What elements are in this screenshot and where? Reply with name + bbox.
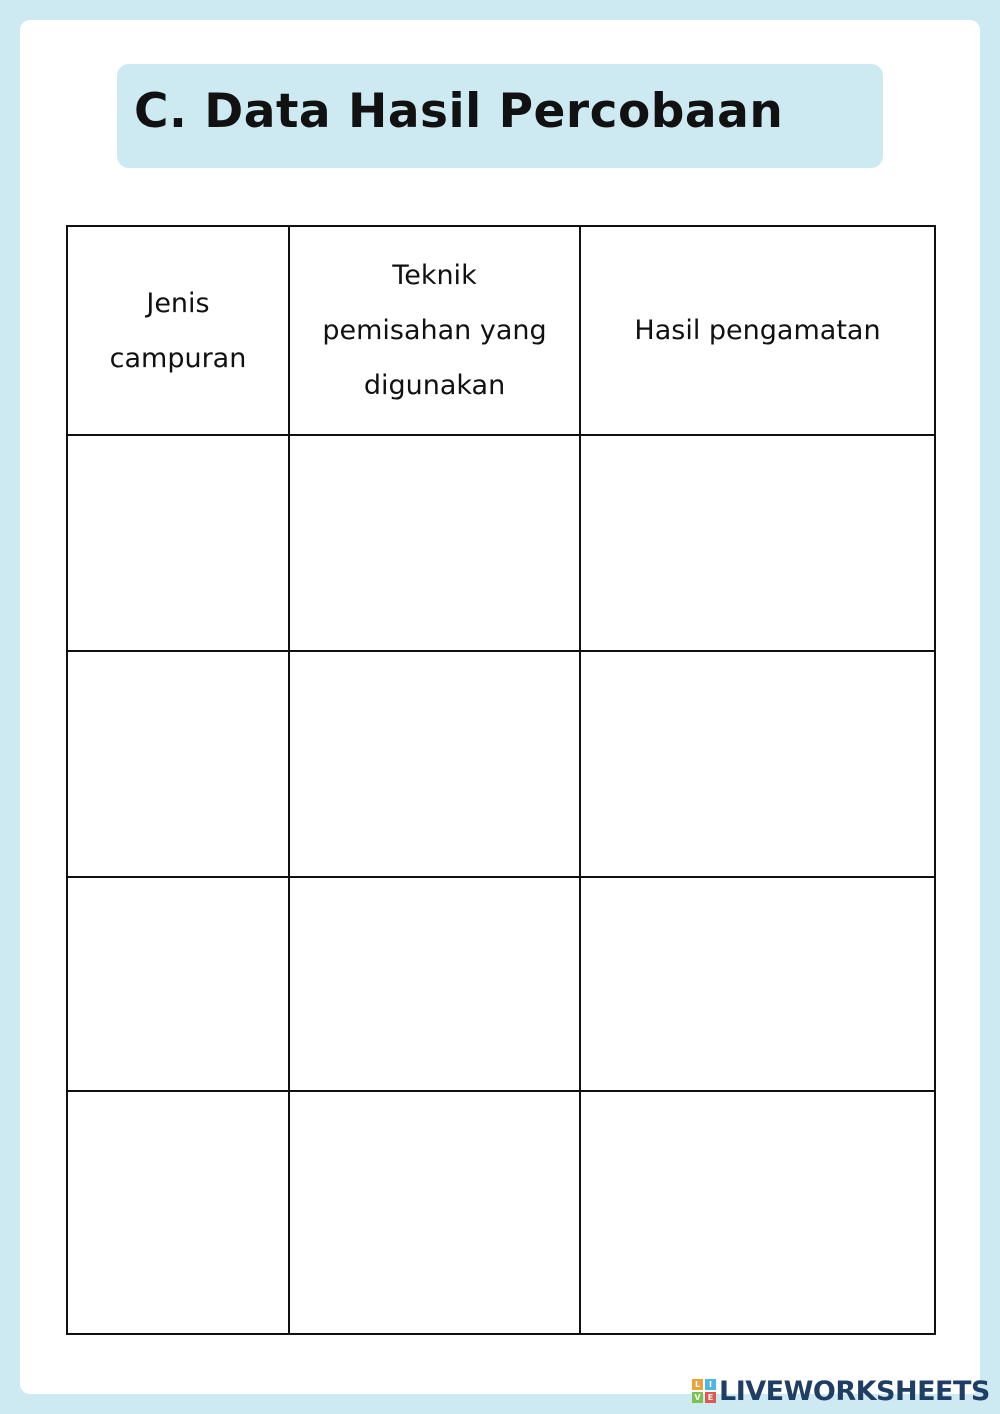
logo-letter: E — [705, 1392, 716, 1403]
page-title: C. Data Hasil Percobaan — [134, 84, 784, 139]
table-cell[interactable] — [580, 1091, 935, 1334]
logo-letter: V — [692, 1392, 703, 1403]
header-jenis-campuran — [67, 226, 289, 435]
table-cell[interactable] — [67, 435, 289, 651]
table-row — [67, 1091, 935, 1334]
table-cell[interactable] — [580, 651, 935, 877]
header-line: Hasil pengamatan — [634, 315, 881, 346]
header-line: campuran — [109, 342, 247, 374]
table-cell[interactable] — [289, 1091, 580, 1334]
header-teknik-pemisahan — [289, 226, 580, 435]
liveworksheets-brand — [692, 1374, 990, 1408]
logo-letter: L — [692, 1379, 703, 1390]
table-header-row — [67, 226, 935, 435]
brand-name: LIVEWORKSHEETS — [719, 1375, 990, 1407]
table-cell[interactable] — [289, 877, 580, 1091]
header-line: pemisahan yang — [322, 315, 547, 346]
header-hasil-pengamatan — [580, 226, 935, 435]
liveworksheets-logo-icon — [692, 1379, 716, 1403]
header-line: Teknik — [392, 260, 477, 291]
table-cell[interactable] — [580, 435, 935, 651]
table-cell[interactable] — [289, 651, 580, 877]
header-line: digunakan — [363, 370, 506, 401]
table-cell[interactable] — [289, 435, 580, 651]
table-row — [67, 435, 935, 651]
table-cell[interactable] — [67, 877, 289, 1091]
observation-table — [66, 225, 936, 1335]
table-row — [67, 877, 935, 1091]
table-cell[interactable] — [67, 1091, 289, 1334]
logo-letter: I — [705, 1379, 716, 1390]
table-row — [67, 651, 935, 877]
table-cell[interactable] — [580, 877, 935, 1091]
header-line: Jenis — [146, 287, 210, 319]
table-cell[interactable] — [67, 651, 289, 877]
